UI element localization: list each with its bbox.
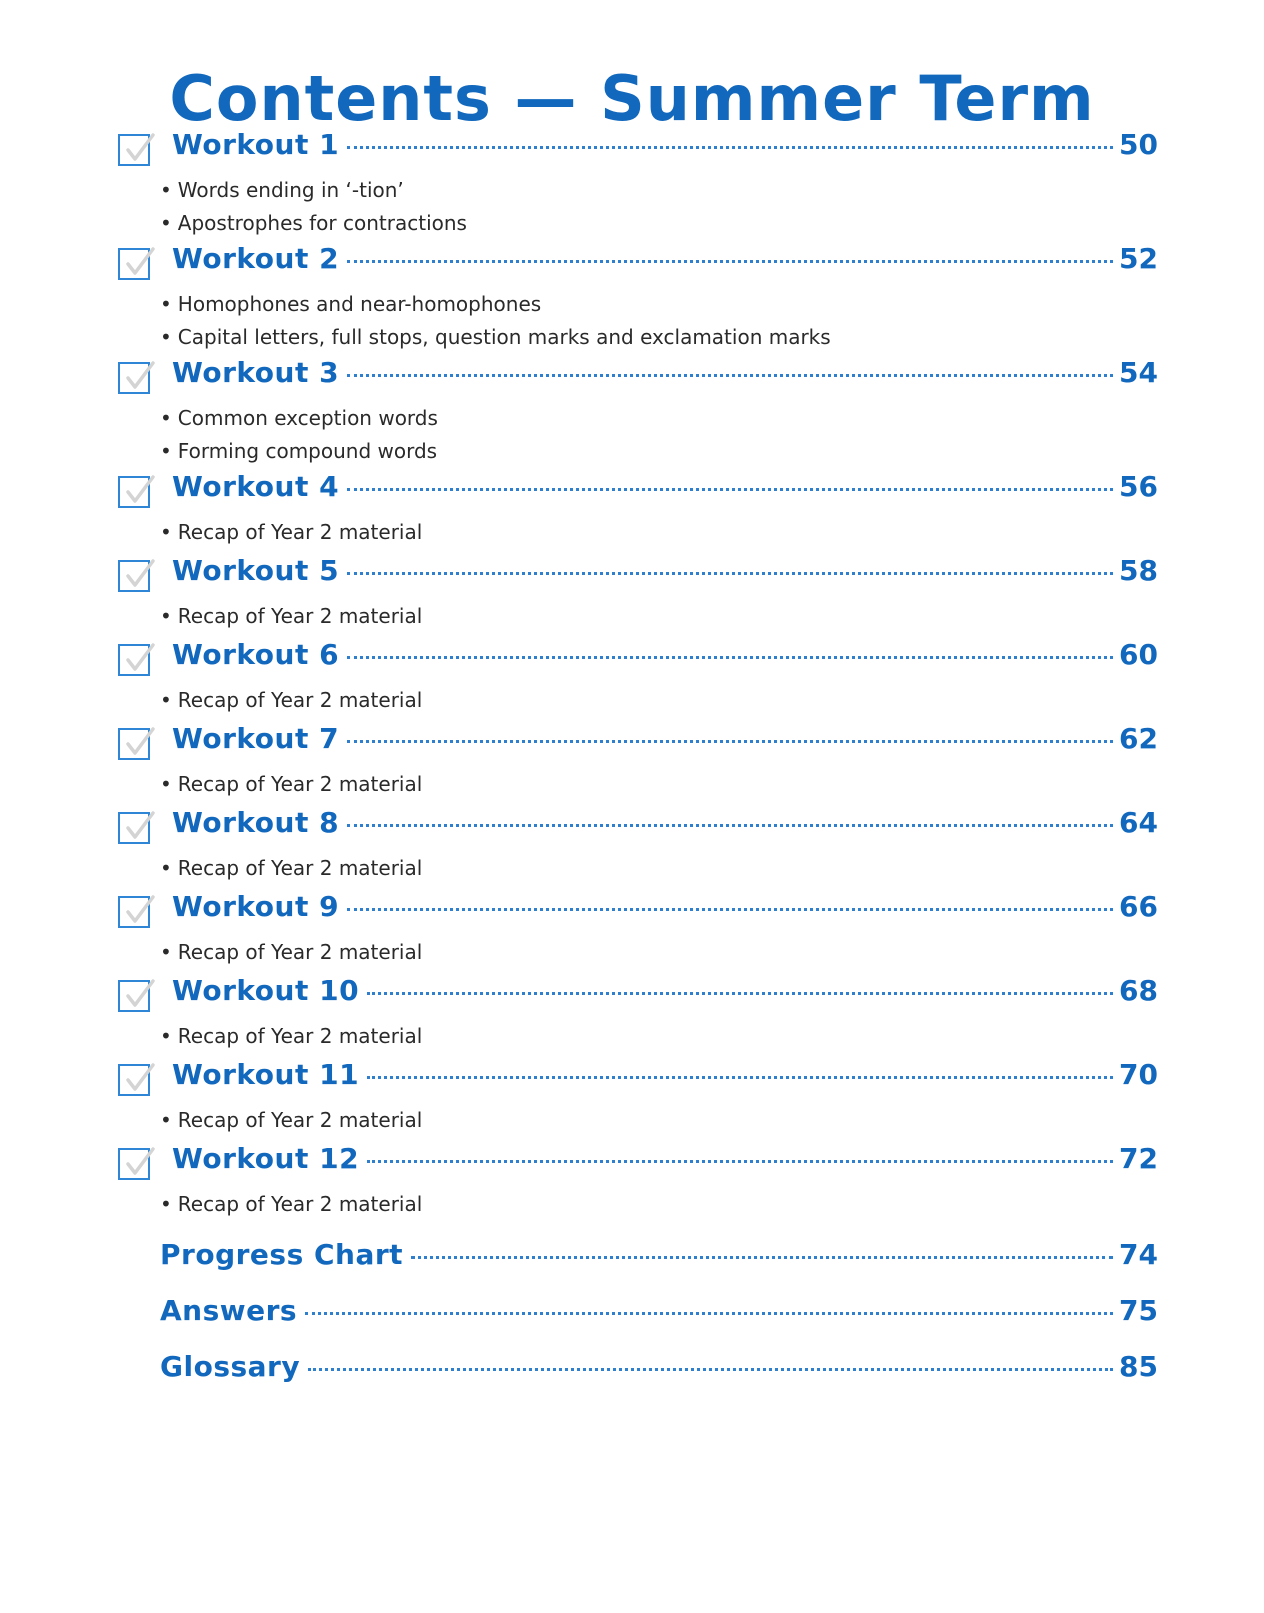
entry-line[interactable] <box>172 890 1158 930</box>
topic-list <box>160 288 831 354</box>
bullet-icon: • <box>160 520 172 544</box>
dot-leader <box>347 740 1113 743</box>
tick-checkbox-icon[interactable] <box>118 476 150 508</box>
tick-checkbox-icon[interactable] <box>118 248 150 280</box>
topic-item: • Recap of Year 2 material <box>160 684 422 717</box>
entry-line[interactable] <box>160 1350 1158 1390</box>
topic-item: • Recap of Year 2 material <box>160 768 422 801</box>
page-number: 62 <box>1119 722 1158 755</box>
bullet-icon: • <box>160 325 172 349</box>
page-number: 54 <box>1119 356 1158 389</box>
bullet-icon: • <box>160 439 172 463</box>
page-title: Contents — Summer Term <box>169 62 1095 135</box>
topic-item: • Words ending in ‘-tion’ <box>160 174 467 207</box>
dot-leader <box>347 260 1113 263</box>
dot-leader <box>347 488 1113 491</box>
page-number: 85 <box>1119 1350 1158 1383</box>
workout-title: Workout 6 <box>172 638 340 671</box>
tick-checkbox-icon[interactable] <box>118 1148 150 1180</box>
dot-leader <box>367 1160 1113 1163</box>
topic-item: • Recap of Year 2 material <box>160 600 422 633</box>
dot-leader <box>308 1368 1113 1371</box>
topic-item: • Recap of Year 2 material <box>160 516 422 549</box>
topic-list <box>160 936 422 969</box>
dot-leader <box>305 1312 1113 1315</box>
bullet-icon: • <box>160 406 172 430</box>
topic-list <box>160 600 422 633</box>
topic-item: • Recap of Year 2 material <box>160 852 422 885</box>
workout-title: Workout 10 <box>172 974 360 1007</box>
bullet-icon: • <box>160 292 172 316</box>
topic-item: • Common exception words <box>160 402 438 435</box>
workout-title: Workout 4 <box>172 470 340 503</box>
dot-leader <box>367 1076 1113 1079</box>
tick-checkbox-icon[interactable] <box>118 362 150 394</box>
topic-list <box>160 1020 422 1053</box>
entry-line[interactable] <box>172 1058 1158 1098</box>
tick-checkbox-icon[interactable] <box>118 728 150 760</box>
topic-item: • Apostrophes for contractions <box>160 207 467 240</box>
bullet-icon: • <box>160 1108 172 1132</box>
extra-entry-glossary <box>0 1350 1264 1396</box>
page-number: 68 <box>1119 974 1158 1007</box>
topic-item: • Forming compound words <box>160 435 438 468</box>
dot-leader <box>347 824 1113 827</box>
entry-line[interactable] <box>172 242 1158 282</box>
page-number: 75 <box>1119 1294 1158 1327</box>
page-number: 58 <box>1119 554 1158 587</box>
workout-title: Workout 1 <box>172 128 340 161</box>
bullet-icon: • <box>160 211 172 235</box>
topic-list <box>160 852 422 885</box>
topic-item: • Recap of Year 2 material <box>160 1188 422 1221</box>
bullet-icon: • <box>160 772 172 796</box>
page-number: 74 <box>1119 1238 1158 1271</box>
page-number: 70 <box>1119 1058 1158 1091</box>
dot-leader <box>347 146 1113 149</box>
bullet-icon: • <box>160 178 172 202</box>
tick-checkbox-icon[interactable] <box>118 980 150 1012</box>
tick-checkbox-icon[interactable] <box>118 560 150 592</box>
workout-title: Workout 8 <box>172 806 340 839</box>
page-number: 64 <box>1119 806 1158 839</box>
topic-list <box>160 402 438 468</box>
workout-title: Workout 12 <box>172 1142 360 1175</box>
topic-list <box>160 516 422 549</box>
page-number: 66 <box>1119 890 1158 923</box>
entry-line[interactable] <box>172 974 1158 1014</box>
topic-list <box>160 1104 422 1137</box>
tick-checkbox-icon[interactable] <box>118 896 150 928</box>
topic-list <box>160 684 422 717</box>
entry-line[interactable] <box>172 722 1158 762</box>
workout-title: Workout 7 <box>172 722 340 755</box>
extra-entry-answers <box>0 1294 1264 1340</box>
entry-line[interactable] <box>160 1238 1158 1278</box>
tick-checkbox-icon[interactable] <box>118 812 150 844</box>
page-number: 56 <box>1119 470 1158 503</box>
entry-line[interactable] <box>172 638 1158 678</box>
topic-item: • Recap of Year 2 material <box>160 936 422 969</box>
dot-leader <box>347 374 1113 377</box>
entry-line[interactable] <box>172 554 1158 594</box>
extra-entry-progress-chart <box>0 1238 1264 1284</box>
entry-line[interactable] <box>160 1294 1158 1334</box>
extra-title: Progress Chart <box>160 1238 404 1271</box>
topic-item: • Capital letters, full stops, question marks and exclamation marks <box>160 321 831 354</box>
bullet-icon: • <box>160 1024 172 1048</box>
workout-title: Workout 5 <box>172 554 340 587</box>
entry-line[interactable] <box>172 356 1158 396</box>
page-number: 50 <box>1119 128 1158 161</box>
tick-checkbox-icon[interactable] <box>118 644 150 676</box>
dot-leader <box>347 656 1113 659</box>
topic-list <box>160 1188 422 1221</box>
bullet-icon: • <box>160 856 172 880</box>
entry-line[interactable] <box>172 128 1158 168</box>
workout-title: Workout 2 <box>172 242 340 275</box>
workout-title: Workout 11 <box>172 1058 360 1091</box>
entry-line[interactable] <box>172 1142 1158 1182</box>
tick-checkbox-icon[interactable] <box>118 1064 150 1096</box>
extra-title: Glossary <box>160 1350 301 1383</box>
tick-checkbox-icon[interactable] <box>118 134 150 166</box>
topic-list <box>160 768 422 801</box>
dot-leader <box>367 992 1113 995</box>
topic-item: • Recap of Year 2 material <box>160 1020 422 1053</box>
workout-title: Workout 9 <box>172 890 340 923</box>
dot-leader <box>347 572 1113 575</box>
page-number: 72 <box>1119 1142 1158 1175</box>
topic-item: • Homophones and near-homophones <box>160 288 831 321</box>
bullet-icon: • <box>160 940 172 964</box>
bullet-icon: • <box>160 604 172 628</box>
page-number: 52 <box>1119 242 1158 275</box>
topic-list <box>160 174 467 240</box>
page-number: 60 <box>1119 638 1158 671</box>
entry-line[interactable] <box>172 470 1158 510</box>
bullet-icon: • <box>160 1192 172 1216</box>
workout-title: Workout 3 <box>172 356 340 389</box>
topic-item: • Recap of Year 2 material <box>160 1104 422 1137</box>
dot-leader <box>347 908 1113 911</box>
entry-line[interactable] <box>172 806 1158 846</box>
bullet-icon: • <box>160 688 172 712</box>
dot-leader <box>411 1256 1113 1259</box>
extra-title: Answers <box>160 1294 298 1327</box>
